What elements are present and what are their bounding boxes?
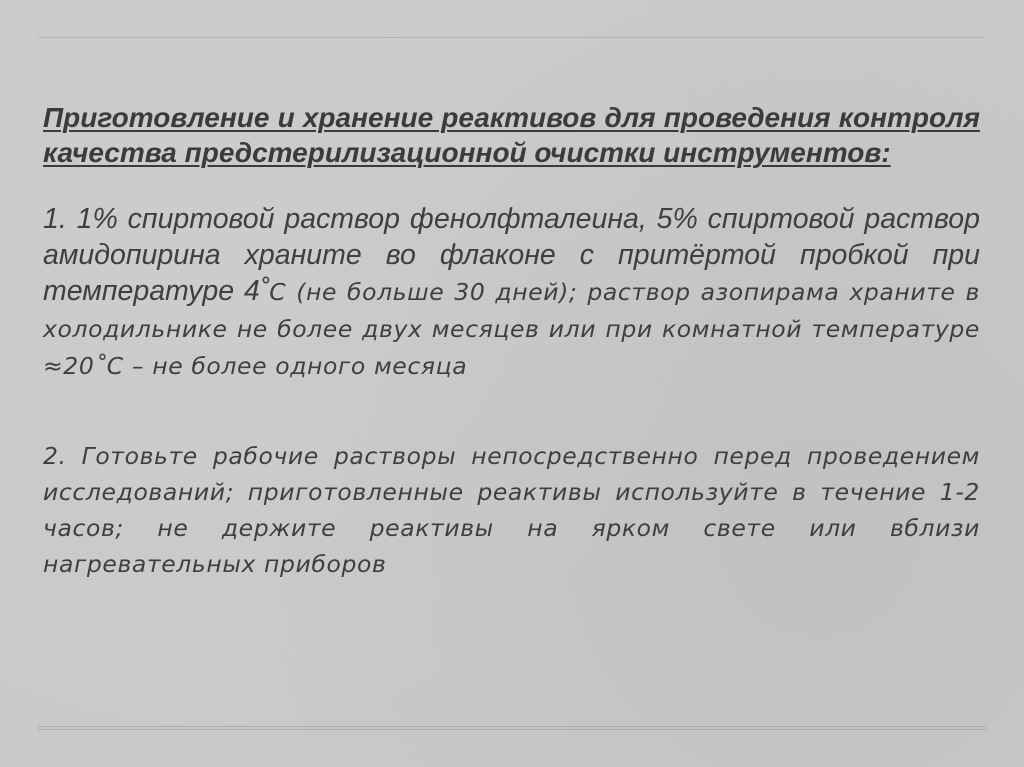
paragraph-storage-lead: 1. 1% спиртовой раствор фенолфталеина, 5% спиртовой раствор амидопирина храните во флаконе с притёртой пробкой при температуре 4˚ — [43, 203, 980, 307]
slide-title: Приготовление и хранение реактивов для проведения контроля качества предстерилизационной очистки инструментов: — [43, 102, 980, 168]
paragraph-working-solutions: 2. Готовьте рабочие растворы непосредственно перед проведением исследований; приготовленные реактивы используйте в течение 1-2 часов; не держите реактивы на ярком свете или вблизи нагревательных приборов — [43, 442, 980, 578]
paragraph-storage — [43, 201, 980, 384]
slide-content — [43, 100, 980, 582]
bottom-divider — [38, 726, 986, 730]
top-divider — [38, 37, 986, 38]
paragraph-storage-tail: С (не больше 30 дней); раствор азопирама храните в холодильнике не более двух месяцев или при комнатной температуре ≈20˚С – не более одного месяца — [43, 278, 980, 380]
